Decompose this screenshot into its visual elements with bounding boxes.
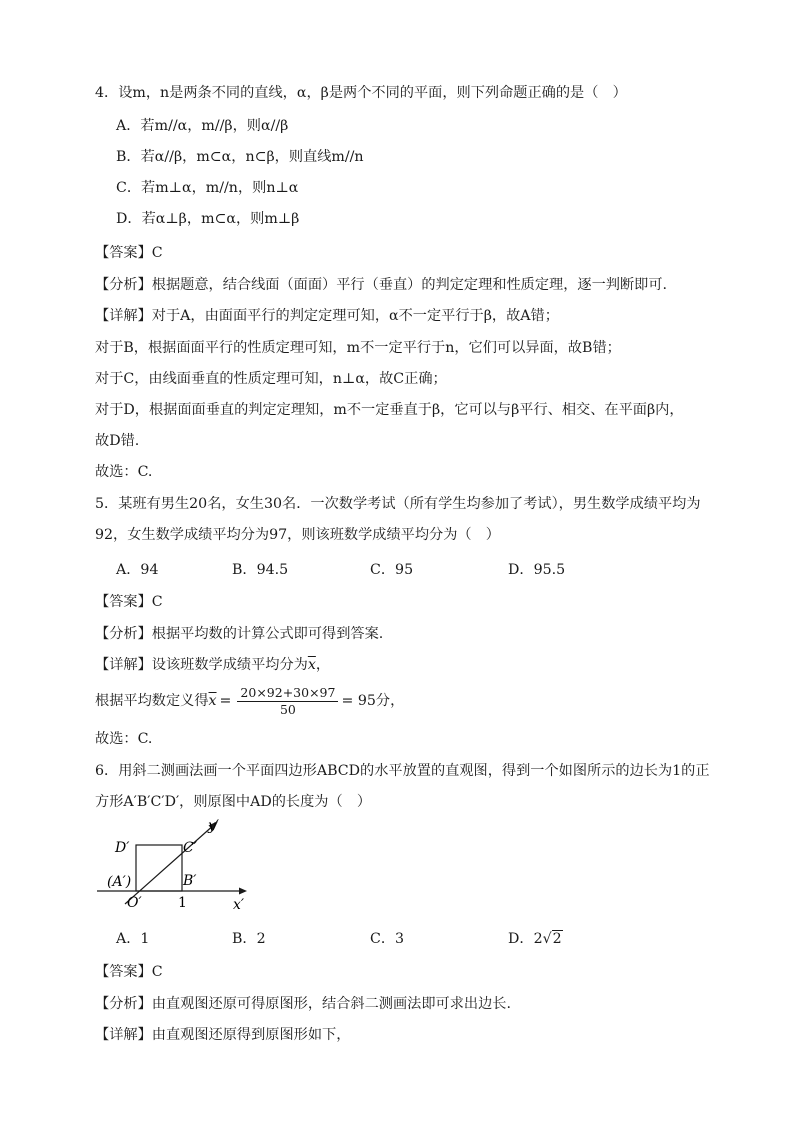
- answer-value: C: [151, 594, 163, 610]
- q6-option-d: [508, 928, 563, 948]
- formula-fraction: [237, 685, 338, 718]
- q5-detail: [95, 655, 330, 675]
- detail-text: 设该班数学成绩平均分为: [151, 657, 308, 673]
- label-a-prime: (A′): [107, 874, 132, 890]
- x-axis-arrow-icon: [239, 888, 247, 895]
- y-axis: [125, 824, 215, 904]
- analysis-tag: 【分析】: [95, 626, 152, 642]
- q5-option-a: A．94: [116, 562, 159, 578]
- formula-result: = 95分，: [341, 693, 405, 709]
- answer-tag: 【答案】: [95, 594, 152, 610]
- formula-eq: =: [219, 693, 232, 709]
- option-d-radicand: 2: [552, 931, 562, 947]
- q4-option-b: B．若α//β，m⊂α，n⊂β，则直线m//n: [116, 149, 364, 165]
- q4-detail-4: 对于D，根据面面垂直的判定定理知，m不一定垂直于β，它可以与β平行、相交、在平面β内，: [95, 402, 684, 418]
- q5-option-d: D．95.5: [508, 562, 566, 578]
- q5-choice: 故选：C.: [95, 731, 153, 747]
- analysis-tag: 【分析】: [95, 277, 152, 293]
- label-o-prime: O′: [127, 895, 142, 911]
- q6-option-c: C．3: [370, 931, 405, 947]
- label-c-prime: C′: [183, 840, 197, 856]
- q4-detail-1: [95, 306, 559, 326]
- answer-value: C: [151, 245, 163, 261]
- q6-stem-1: 6．用斜二测画法画一个平面四边形ABCD的水平放置的直观图，得到一个如图所示的边长为1的正: [95, 763, 710, 779]
- q4-option-c: C．若m⊥α，m//n，则n⊥α: [116, 180, 299, 196]
- analysis-text: 由直观图还原可得原图形，结合斜二测画法即可求出边长.: [151, 996, 511, 1012]
- q4-detail-5: 故D错.: [95, 433, 140, 449]
- answer-tag: 【答案】: [95, 245, 152, 261]
- detail-text: 由直观图还原得到原图形如下，: [151, 1027, 351, 1043]
- answer-value: C: [151, 964, 163, 980]
- q5-option-c: C．95: [370, 562, 414, 578]
- option-d-coef: 2: [533, 931, 543, 947]
- label-b-prime: B′: [183, 873, 197, 889]
- q5-stem-2: 92，女生数学成绩平均分为97，则该班数学成绩平均分为（ ）: [95, 527, 500, 543]
- q6-option-b: B．2: [232, 931, 266, 947]
- q5-analysis: [95, 624, 383, 644]
- label-y-prime: y′: [208, 818, 220, 834]
- q5-stem-1: 5．某班有男生20名，女生30名．一次数学考试（所有学生均参加了考试），男生数学成绩平均为: [95, 496, 701, 512]
- fraction-numerator: 20×92+30×97: [237, 685, 338, 702]
- option-d-label: D．: [508, 931, 534, 947]
- q4-answer: [95, 243, 163, 263]
- q4-analysis: [95, 275, 667, 295]
- answer-tag: 【答案】: [95, 964, 152, 980]
- detail-tag: 【详解】: [95, 308, 152, 324]
- q5-option-b: B．94.5: [232, 562, 289, 578]
- mean-symbol: $\overline{x}$: [307, 657, 316, 673]
- detail-text: 对于A，由面面平行的判定定理可知，α不一定平行于β，故A错；: [151, 308, 559, 324]
- q6-option-a: A．1: [116, 931, 150, 947]
- q5-formula: [95, 684, 404, 718]
- detail-tag: 【详解】: [95, 1027, 152, 1043]
- oblique-projection-figure: [95, 812, 265, 912]
- detail-tag: 【详解】: [95, 657, 152, 673]
- detail-suffix: ，: [315, 657, 331, 673]
- q6-detail: [95, 1025, 350, 1045]
- square-abcd: [136, 845, 182, 891]
- q6-analysis: [95, 994, 511, 1014]
- label-d-prime: D′: [115, 840, 130, 856]
- q4-stem: 4．设m，n是两条不同的直线，α，β是两个不同的平面，则下列命题正确的是（ ）: [95, 85, 627, 101]
- q4-option-d: D．若α⊥β，m⊂α，则m⊥β: [116, 211, 300, 227]
- formula-mean-symbol: $\overline{x}$: [208, 693, 217, 709]
- q5-answer: [95, 592, 163, 612]
- fraction-denominator: 50: [279, 701, 296, 717]
- analysis-text: 根据平均数的计算公式即可得到答案.: [151, 626, 384, 642]
- q4-detail-3: 对于C，由线面垂直的性质定理可知，n⊥α，故C正确；: [95, 371, 447, 387]
- analysis-tag: 【分析】: [95, 996, 152, 1012]
- label-one: 1: [178, 895, 187, 911]
- label-x-prime: x′: [233, 897, 245, 912]
- q6-stem-2: 方形A′B′C′D′，则原图中AD的长度为（ ）: [95, 794, 372, 810]
- q4-option-a: A．若m//α，m//β，则α//β: [116, 118, 289, 134]
- q6-answer: [95, 962, 163, 982]
- q4-detail-2: 对于B，根据面面平行的性质定理可知，m不一定平行于n，它们可以异面，故B错；: [95, 340, 621, 356]
- q4-choice: 故选：C.: [95, 464, 153, 480]
- analysis-text: 根据题意，结合线面（面面）平行（垂直）的判定定理和性质定理，逐一判断即可.: [151, 277, 668, 293]
- formula-prefix: 根据平均数定义得: [95, 693, 209, 709]
- sqrt-icon: √2: [542, 931, 562, 947]
